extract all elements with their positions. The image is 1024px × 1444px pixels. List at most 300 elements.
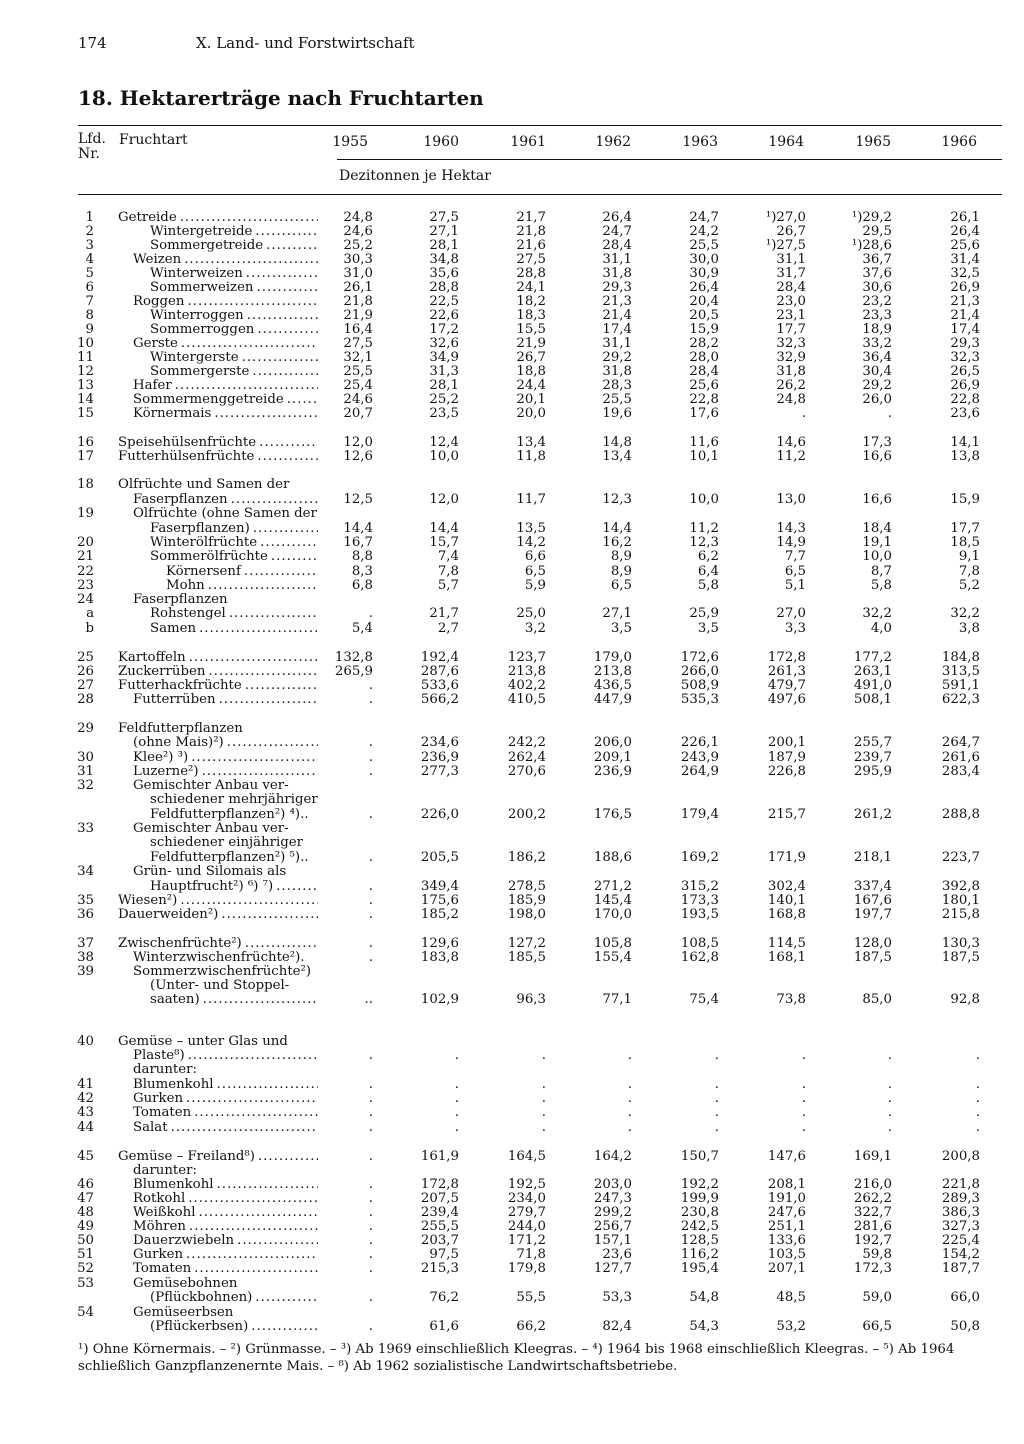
- row-number: 43: [77, 1105, 94, 1120]
- row-label-text: Sommermenggetreide: [133, 393, 284, 407]
- value-cell: 262,4: [507, 750, 546, 765]
- value-cell: .: [368, 1077, 373, 1092]
- value-cell: 97,5: [429, 1247, 459, 1262]
- value-cell: 295,9: [853, 764, 892, 779]
- table-row: [0, 1291, 1024, 1305]
- page-header: [78, 34, 415, 52]
- value-cell: 226,8: [767, 764, 806, 779]
- value-cell: 26,1: [343, 280, 373, 295]
- table-row: [0, 379, 1024, 393]
- value-cell: 187,7: [941, 1261, 980, 1276]
- value-cell: 15,7: [429, 535, 459, 550]
- value-cell: .: [368, 606, 373, 621]
- value-cell: 55,5: [516, 1290, 546, 1305]
- value-cell: 185,2: [420, 907, 459, 922]
- row-number: 23: [77, 578, 94, 593]
- value-cell: 10,1: [689, 449, 719, 464]
- row-label-text: Wintergetreide: [150, 225, 253, 239]
- value-cell: 337,4: [853, 879, 892, 894]
- row-label: [133, 1248, 318, 1262]
- row-number: 15: [77, 406, 94, 421]
- value-cell: 5,8: [697, 578, 719, 593]
- value-cell: 31,3: [429, 364, 459, 379]
- value-cell: 7,8: [437, 564, 459, 579]
- row-label: [133, 1063, 318, 1077]
- dot-leader: [185, 1192, 318, 1206]
- value-cell: 129,6: [420, 936, 459, 951]
- value-cell: 22,5: [429, 294, 459, 309]
- table-row: [0, 295, 1024, 309]
- row-number: 8: [85, 308, 94, 323]
- row-label-text: Gurken: [133, 1092, 184, 1106]
- table-row: [0, 1063, 1024, 1077]
- value-cell: 48,5: [776, 1290, 806, 1305]
- row-number: 26: [77, 664, 94, 679]
- column-header-nr: Lfd. Nr.: [78, 131, 106, 162]
- row-number: 17: [77, 449, 94, 464]
- row-label: [118, 722, 318, 736]
- row-label-text: Winterroggen: [150, 309, 244, 323]
- value-cell: 147,6: [767, 1149, 806, 1164]
- value-cell: .: [541, 1091, 546, 1106]
- value-cell: 447,9: [593, 692, 632, 707]
- value-cell: .: [801, 1105, 806, 1120]
- row-number: 19: [77, 506, 94, 521]
- value-cell: 18,8: [516, 364, 546, 379]
- value-cell: 11,2: [689, 521, 719, 536]
- table-row: [0, 908, 1024, 922]
- row-label: [118, 436, 318, 450]
- value-cell: 491,0: [853, 678, 892, 693]
- row-number: 6: [85, 280, 94, 295]
- value-cell: 19,6: [602, 406, 632, 421]
- value-cell: 29,5: [862, 224, 892, 239]
- row-number: 54: [77, 1305, 94, 1320]
- row-label: [118, 478, 318, 492]
- value-cell: 23,2: [862, 294, 892, 309]
- value-cell: 508,1: [853, 692, 892, 707]
- value-cell: .: [714, 1077, 719, 1092]
- row-label: [133, 1164, 318, 1178]
- row-label-text: Winterzwischenfrüchte²).: [133, 951, 305, 965]
- table-row: [0, 1262, 1024, 1276]
- row-label-text: Möhren: [133, 1220, 186, 1234]
- value-cell: 7,4: [437, 549, 459, 564]
- table-row: [0, 951, 1024, 965]
- row-label-text: Gemüse – unter Glas und: [118, 1035, 288, 1049]
- value-cell: 200,8: [941, 1149, 980, 1164]
- value-cell: 16,4: [343, 322, 373, 337]
- row-number: 40: [77, 1034, 94, 1049]
- row-number: 52: [77, 1261, 94, 1276]
- value-cell: 263,1: [853, 664, 892, 679]
- value-cell: 215,8: [941, 907, 980, 922]
- row-number: 41: [77, 1077, 94, 1092]
- value-cell: 50,8: [950, 1319, 980, 1334]
- value-cell: 3,5: [610, 621, 632, 636]
- table-row: [0, 281, 1024, 295]
- table-row: [0, 822, 1024, 836]
- year-header: 1962: [595, 134, 631, 150]
- value-cell: 15,9: [950, 492, 980, 507]
- value-cell: .: [368, 692, 373, 707]
- value-cell: 28,1: [429, 378, 459, 393]
- row-label: [133, 1078, 318, 1092]
- value-cell: 22,6: [429, 308, 459, 323]
- value-cell: 193,5: [680, 907, 719, 922]
- value-cell: 25,5: [602, 392, 632, 407]
- year-header: 1961: [510, 134, 546, 150]
- value-cell: 191,0: [767, 1191, 806, 1206]
- value-cell: 27,1: [429, 224, 459, 239]
- row-label: [150, 239, 318, 253]
- value-cell: 200,2: [507, 807, 546, 822]
- value-cell: 127,7: [593, 1261, 632, 1276]
- value-cell: 187,5: [853, 950, 892, 965]
- value-cell: 32,2: [950, 606, 980, 621]
- value-cell: .: [627, 1091, 632, 1106]
- value-cell: 17,3: [862, 435, 892, 450]
- row-number: 45: [77, 1149, 94, 1164]
- row-number: 29: [77, 721, 94, 736]
- value-cell: 31,8: [776, 364, 806, 379]
- value-cell: .: [887, 1048, 892, 1063]
- value-cell: 170,0: [593, 907, 632, 922]
- value-cell: 54,3: [689, 1319, 719, 1334]
- row-label-text: (ohne Mais)²): [133, 736, 224, 750]
- row-label: [133, 965, 318, 979]
- value-cell: 169,2: [680, 850, 719, 865]
- value-cell: 244,0: [507, 1219, 546, 1234]
- row-label: [150, 1291, 318, 1305]
- value-cell: 31,0: [343, 266, 373, 281]
- row-label: [150, 522, 318, 536]
- row-label: [133, 1049, 318, 1063]
- value-cell: 5,9: [524, 578, 546, 593]
- value-cell: 16,2: [602, 535, 632, 550]
- value-cell: 289,3: [941, 1191, 980, 1206]
- value-cell: 13,4: [602, 449, 632, 464]
- value-cell: 20,7: [343, 406, 373, 421]
- value-cell: 255,5: [420, 1219, 459, 1234]
- year-header: 1966: [941, 134, 977, 150]
- row-label: [166, 579, 318, 593]
- value-cell: 23,3: [862, 308, 892, 323]
- value-cell: .: [368, 1233, 373, 1248]
- value-cell: 32,1: [343, 350, 373, 365]
- value-cell: 27,5: [516, 252, 546, 267]
- value-cell: 7,7: [784, 549, 806, 564]
- row-label-text: Wintergerste: [150, 351, 239, 365]
- row-label-text: Gemüse – Freiland⁸): [118, 1150, 255, 1164]
- value-cell: 591,1: [941, 678, 980, 693]
- value-cell: 172,6: [680, 650, 719, 665]
- value-cell: 497,6: [767, 692, 806, 707]
- row-label-text: Ölfrüchte (ohne Samen der: [133, 507, 317, 521]
- value-cell: 59,0: [862, 1290, 892, 1305]
- value-cell: .: [627, 1105, 632, 1120]
- table-row: [0, 507, 1024, 521]
- row-number: 30: [77, 750, 94, 765]
- table-row: [0, 1106, 1024, 1120]
- value-cell: 185,5: [507, 950, 546, 965]
- value-cell: .: [368, 1290, 373, 1305]
- value-cell: 24,8: [343, 210, 373, 225]
- row-number: 31: [77, 764, 94, 779]
- year-header: 1955: [332, 134, 368, 150]
- value-cell: 207,5: [420, 1191, 459, 1206]
- row-label: [150, 607, 318, 621]
- value-cell: .: [368, 1319, 373, 1334]
- value-cell: 255,7: [853, 735, 892, 750]
- value-cell: 479,7: [767, 678, 806, 693]
- row-label-text: Gemischter Anbau ver-: [133, 779, 289, 793]
- value-cell: 243,9: [680, 750, 719, 765]
- value-cell: 26,0: [862, 392, 892, 407]
- value-cell: .: [714, 1048, 719, 1063]
- row-number: 44: [77, 1120, 94, 1135]
- table-row: [0, 979, 1024, 993]
- value-cell: .: [541, 1105, 546, 1120]
- value-cell: .: [887, 1105, 892, 1120]
- value-cell: 283,4: [941, 764, 980, 779]
- row-number: 47: [77, 1191, 94, 1206]
- table-row: [0, 393, 1024, 407]
- row-number: 33: [77, 821, 94, 836]
- value-cell: 203,7: [420, 1233, 459, 1248]
- value-cell: 239,7: [853, 750, 892, 765]
- value-cell: 30,4: [862, 364, 892, 379]
- row-number: a: [86, 606, 94, 621]
- dot-leader: [177, 211, 318, 225]
- value-cell: 234,0: [507, 1191, 546, 1206]
- row-label-text: Futterrüben: [133, 693, 216, 707]
- table-row: [0, 565, 1024, 579]
- value-cell: 11,2: [776, 449, 806, 464]
- value-cell: 128,0: [853, 936, 892, 951]
- value-cell: .: [368, 893, 373, 908]
- value-cell: 11,6: [689, 435, 719, 450]
- row-number: 34: [77, 864, 94, 879]
- row-label-text: Rotkohl: [133, 1192, 186, 1206]
- value-cell: .: [887, 406, 892, 421]
- value-cell: 21,3: [602, 294, 632, 309]
- table-title: 18. Hektarerträge nach Fruchtarten: [78, 86, 484, 110]
- value-cell: 5,4: [351, 621, 373, 636]
- row-label-text: Samen: [150, 622, 197, 636]
- row-number: 10: [77, 336, 94, 351]
- value-cell: 4,0: [870, 621, 892, 636]
- value-cell: 281,6: [853, 1219, 892, 1234]
- value-cell: 271,2: [593, 879, 632, 894]
- value-cell: .: [627, 1048, 632, 1063]
- value-cell: 13,4: [516, 435, 546, 450]
- dot-leader: [196, 622, 318, 636]
- row-label-text: saaten): [150, 993, 200, 1007]
- value-cell: 192,4: [420, 650, 459, 665]
- value-cell: 127,2: [507, 936, 546, 951]
- row-label: [133, 1262, 318, 1276]
- value-cell: 18,3: [516, 308, 546, 323]
- value-cell: 28,2: [689, 336, 719, 351]
- row-number: 27: [77, 678, 94, 693]
- value-cell: .: [887, 1077, 892, 1092]
- value-cell: 66,2: [516, 1319, 546, 1334]
- row-label: [150, 1320, 318, 1334]
- table-row: [0, 1121, 1024, 1135]
- value-cell: .: [801, 1120, 806, 1135]
- table-row: [0, 851, 1024, 865]
- value-cell: 410,5: [507, 692, 546, 707]
- value-cell: 28,4: [602, 238, 632, 253]
- dot-leader: [188, 751, 318, 765]
- value-cell: 12,0: [343, 435, 373, 450]
- row-label-text: Futterhülsenfrüchte: [118, 450, 255, 464]
- value-cell: 105,8: [593, 936, 632, 951]
- table-row: [0, 607, 1024, 621]
- value-cell: 31,1: [602, 336, 632, 351]
- value-cell: 6,8: [351, 578, 373, 593]
- value-cell: 116,2: [680, 1247, 719, 1262]
- row-label: [133, 865, 318, 879]
- value-cell: 5,1: [784, 578, 806, 593]
- value-cell: 31,8: [602, 364, 632, 379]
- value-cell: 37,6: [862, 266, 892, 281]
- table-row: [0, 937, 1024, 951]
- value-cell: 31,8: [602, 266, 632, 281]
- value-cell: 32,9: [776, 350, 806, 365]
- value-cell: 61,6: [429, 1319, 459, 1334]
- value-cell: 82,4: [602, 1319, 632, 1334]
- row-label-text: Faserpflanzen): [150, 522, 250, 536]
- row-label-text: Feldfutterpflanzen: [118, 722, 243, 736]
- value-cell: 34,8: [429, 252, 459, 267]
- value-cell: 32,3: [776, 336, 806, 351]
- row-label-text: Winterölfrüchte: [150, 536, 258, 550]
- row-label: [150, 993, 318, 1007]
- value-cell: 13,8: [950, 449, 980, 464]
- value-cell: 25,2: [343, 238, 373, 253]
- value-cell: .: [714, 1105, 719, 1120]
- value-cell: 9,1: [958, 549, 980, 564]
- row-label-text: Feldfutterpflanzen²) ⁵)..: [150, 851, 309, 865]
- value-cell: 7,8: [958, 564, 980, 579]
- row-label: [118, 1035, 318, 1049]
- value-cell: 30,0: [689, 252, 719, 267]
- value-cell: 5,2: [958, 578, 980, 593]
- dot-leader: [195, 1206, 318, 1220]
- value-cell: 25,0: [516, 606, 546, 621]
- value-cell: 270,6: [507, 764, 546, 779]
- table-row: [0, 478, 1024, 492]
- value-cell: 17,4: [602, 322, 632, 337]
- value-cell: 8,9: [610, 564, 632, 579]
- value-cell: 198,0: [507, 907, 546, 922]
- value-cell: 18,5: [950, 535, 980, 550]
- value-cell: 15,5: [516, 322, 546, 337]
- value-cell: 14,4: [602, 521, 632, 536]
- value-cell: 172,8: [420, 1177, 459, 1192]
- value-cell: 75,4: [689, 992, 719, 1007]
- value-cell: 161,9: [420, 1149, 459, 1164]
- value-cell: 25,5: [343, 364, 373, 379]
- value-cell: 14,2: [516, 535, 546, 550]
- row-label-text: Zuckerrüben: [118, 665, 206, 679]
- value-cell: .: [541, 1120, 546, 1135]
- value-cell: 279,7: [507, 1205, 546, 1220]
- value-cell: 186,2: [507, 850, 546, 865]
- year-header: 1960: [423, 134, 459, 150]
- value-cell: 36,7: [862, 252, 892, 267]
- row-label-text: Körnermais: [133, 407, 212, 421]
- value-cell: 566,2: [420, 692, 459, 707]
- value-cell: 179,8: [507, 1261, 546, 1276]
- value-cell: 28,1: [429, 238, 459, 253]
- dot-leader: [181, 253, 318, 267]
- table-row: [0, 407, 1024, 421]
- table-row: [0, 765, 1024, 779]
- row-number: 22: [77, 564, 94, 579]
- value-cell: 29,3: [602, 280, 632, 295]
- value-cell: 133,6: [767, 1233, 806, 1248]
- table-row: [0, 751, 1024, 765]
- value-cell: .: [368, 936, 373, 951]
- row-number: 1: [85, 210, 94, 225]
- row-label: [133, 593, 318, 607]
- value-cell: .: [368, 907, 373, 922]
- table-row: [0, 1234, 1024, 1248]
- row-label: [133, 1277, 318, 1291]
- row-number: 20: [77, 535, 94, 550]
- value-cell: 77,1: [602, 992, 632, 1007]
- value-cell: 32,2: [862, 606, 892, 621]
- value-cell: 28,4: [776, 280, 806, 295]
- value-cell: .: [541, 1048, 546, 1063]
- value-cell: 26,4: [689, 280, 719, 295]
- row-label: [133, 1106, 318, 1120]
- dot-leader: [185, 1049, 318, 1063]
- row-number: 38: [77, 950, 94, 965]
- row-label: [133, 1192, 318, 1206]
- value-cell: 3,3: [784, 621, 806, 636]
- row-label: [133, 951, 318, 965]
- year-header: 1965: [855, 134, 891, 150]
- row-label-text: Getreide: [118, 211, 177, 225]
- row-label: [133, 337, 318, 351]
- table-row: [0, 1220, 1024, 1234]
- value-cell: 215,7: [767, 807, 806, 822]
- row-label: [150, 351, 318, 365]
- value-cell: 24,8: [776, 392, 806, 407]
- table-row: [0, 1035, 1024, 1049]
- value-cell: 278,5: [507, 879, 546, 894]
- value-cell: 192,5: [507, 1177, 546, 1192]
- value-cell: .: [368, 1091, 373, 1106]
- table-row: [0, 550, 1024, 564]
- row-label: [133, 1220, 318, 1234]
- value-cell: 145,4: [593, 893, 632, 908]
- value-cell: 66,5: [862, 1319, 892, 1334]
- value-cell: 123,7: [507, 650, 546, 665]
- row-label: [133, 1306, 318, 1320]
- value-cell: 28,8: [429, 280, 459, 295]
- value-cell: 21,4: [950, 308, 980, 323]
- value-cell: .: [975, 1048, 980, 1063]
- value-cell: 73,8: [776, 992, 806, 1007]
- value-cell: 14,4: [429, 521, 459, 536]
- row-label-text: Weißkohl: [133, 1206, 196, 1220]
- value-cell: 21,7: [516, 210, 546, 225]
